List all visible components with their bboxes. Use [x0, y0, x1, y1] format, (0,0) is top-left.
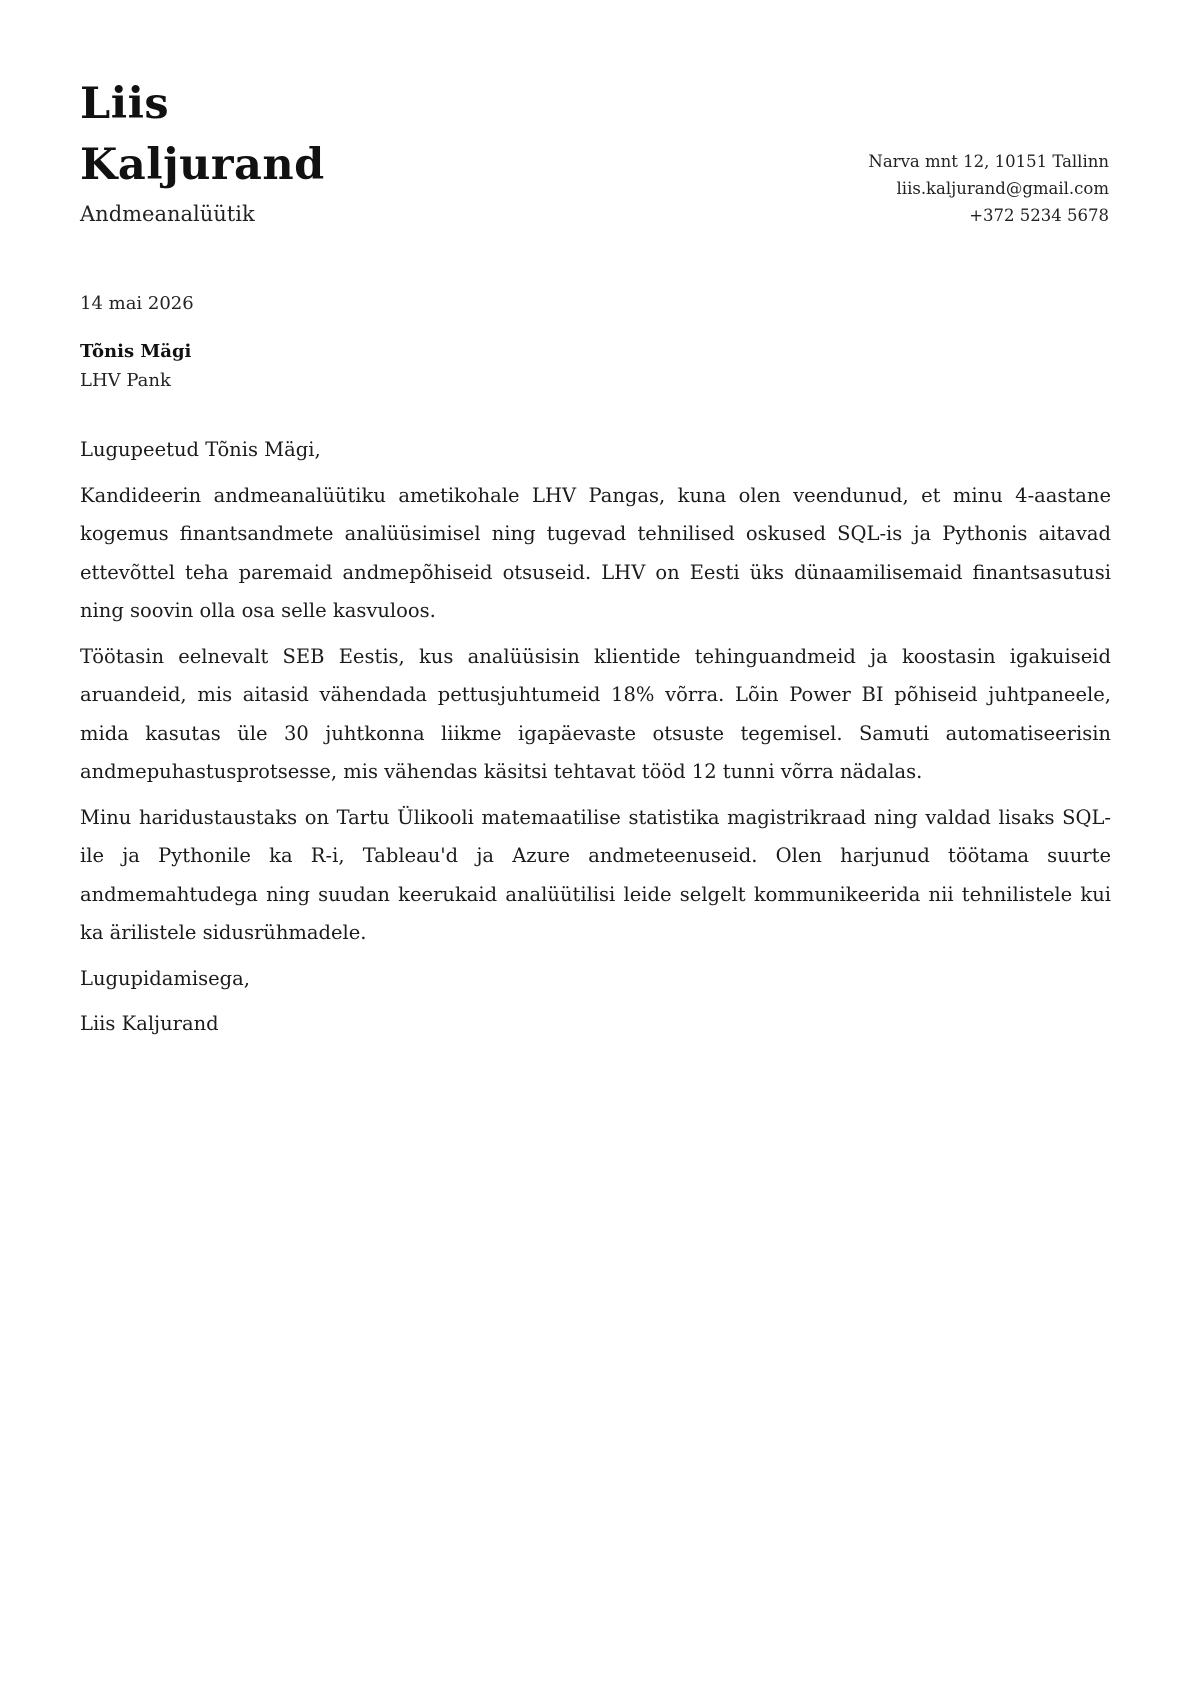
contact-email: liis.kaljurand@gmail.com [896, 179, 1109, 198]
applicant-last-name: Kaljurand [80, 140, 325, 190]
letter-signature: Liis Kaljurand [80, 1012, 219, 1035]
contact-phone: +372 5234 5678 [969, 206, 1109, 225]
letter-paragraph: Minu haridustaustaks on Tartu Ülikooli matemaatilise statistika magistrikraad ning valdad lisaks SQL-ile ja Pythonile ka R-i, Tableau'd ja Azure andmeteenuseid. Olen harjunud töötama suurte andmemahtudega ning suudan keerukaid analüütilisi leide selgelt kommunikeerida nii tehnilistele kui ka ärilistele sidusrühmadele. [80, 805, 1111, 944]
recipient-block [80, 337, 191, 395]
contact-address: Narva mnt 12, 10151 Tallinn [868, 152, 1109, 171]
letter-salutation: Lugupeetud Tõnis Mägi, [80, 438, 321, 461]
recipient-company: LHV Pank [80, 370, 171, 391]
letter-paragraph: Kandideerin andmeanalüütiku ametikohale LHV Pangas, kuna olen veendunud, et minu 4-aastane kogemus finantsandmete analüüsimisel ning tugevad tehnilised oskused SQL-is ja Pythonis aitavad ettevõttel teha paremaid andmepõhiseid otsuseid. LHV on Eesti üks dünaamilisemaid finantsasutusi ning soovin olla osa selle kasvuloos. [80, 483, 1111, 622]
recipient-name: Tõnis Mägi [80, 341, 192, 362]
letter-date: 14 mai 2026 [80, 293, 194, 314]
letter-body [80, 431, 1111, 1051]
applicant-job-title: Andmeanalüütik [80, 202, 255, 226]
letter-paragraph: Töötasin eelnevalt SEB Eestis, kus analüüsisin klientide tehinguandmeid ja koostasin igakuiseid aruandeid, mis aitasid vähendada pettusjuhtumeid 18% võrra. Lõin Power BI põhiseid juhtpaneele, mida kasutas üle 30 juhtkonna liikme igapäevaste otsuste tegemisel. Samuti automatiseerisin andmepuhastusprotsesse, mis vähendas käsitsi tehtavat tööd 12 tunni võrra nädalas. [80, 644, 1111, 783]
contact-block [689, 148, 1109, 229]
applicant-first-name: Liis [80, 79, 170, 129]
applicant-name [80, 74, 480, 196]
letter-closing: Lugupidamisega, [80, 966, 250, 990]
